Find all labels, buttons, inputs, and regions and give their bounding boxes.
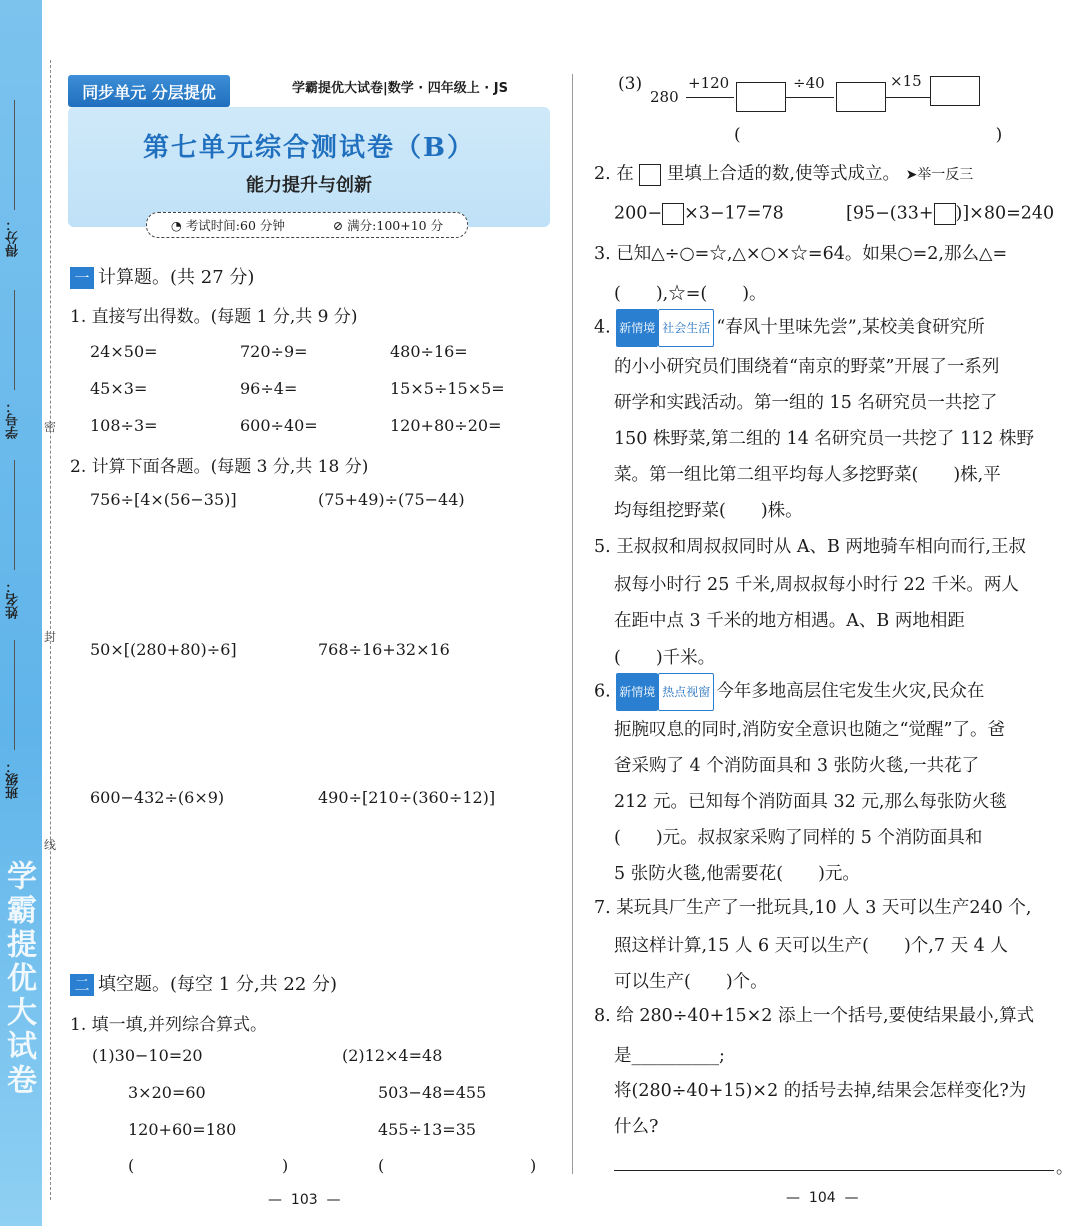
flow-arrow [686, 97, 734, 98]
q1-3-label: (3) [618, 74, 643, 94]
calc-problem: 490÷[210÷(360÷12)] [318, 788, 496, 807]
flow-box[interactable] [930, 76, 980, 106]
answer-paren-open[interactable]: ( [128, 1156, 135, 1175]
blank-box[interactable] [639, 164, 661, 186]
calc-problem: 768÷16+32×16 [318, 640, 450, 659]
flow-box[interactable] [836, 82, 886, 112]
q4-text: 研学和实践活动。第一组的 15 名研究员一共挖了 [614, 393, 998, 413]
name-label: 姓名： [6, 580, 21, 619]
q4-text: 的小小研究员们围绕着“南京的野菜”开展了一系列 [614, 357, 1000, 377]
q4-text: 150 株野菜,第二组的 14 名研究员一共挖了 112 株野 [614, 429, 1034, 449]
q2-eq2: [95−(33+ )]×80=240 [846, 203, 1055, 224]
q8-text: 什么? [614, 1117, 659, 1137]
calc-item: 96÷4= [240, 379, 298, 398]
calc-item: 45×3= [90, 379, 148, 398]
calc-item: 15×5÷15×5= [390, 379, 505, 398]
new-context-tag: 新情境 [616, 673, 658, 711]
q6-text: 扼腕叹息的同时,消防安全意识也随之“觉醒”了。爸 [614, 720, 1005, 740]
exam-time: ◔ 考试时间:60 分钟 [170, 218, 285, 233]
name-line [14, 460, 15, 570]
hot-topic-tag: 热点视窗 [658, 673, 714, 711]
calc-item: 600÷40= [240, 416, 318, 435]
q4-text: 菜。第一组比第二组平均每人多挖野菜( )株,平 [614, 465, 1001, 485]
q8-answer[interactable]: 是__________; [614, 1046, 725, 1066]
calc-problem: 600−432÷(6×9) [90, 788, 225, 807]
class-label: 班级： [6, 760, 21, 799]
q3-line: 3. 已知△÷○=☆,△×○×☆=64。如果○=2,那么△= [594, 244, 1008, 264]
calc-problem: 756÷[4×(56−35)] [90, 490, 237, 509]
blank-box[interactable] [662, 203, 684, 225]
q1-3-answer[interactable]: ( ) [734, 125, 1003, 145]
q2-line: 2. 在 里填上合适的数,使等式成立。 ➤举一反三 [594, 164, 974, 184]
social-life-tag: 社会生活 [658, 309, 714, 347]
page-subtitle: 能力提升与创新 [246, 175, 372, 196]
section-2-heading: 二 填空题。(每空 1 分,共 22 分) [70, 970, 337, 996]
q7-line: 7. 某玩具厂生产了一批玩具,10 人 3 天可以生产240 个, [594, 898, 1032, 918]
section-1-heading: 一 计算题。(共 27 分) [70, 263, 254, 289]
q3-answer[interactable]: ( ),☆=( )。 [614, 284, 767, 304]
q8-text: 将(280÷40+15)×2 的括号去掉,结果会怎样变化?为 [614, 1081, 1027, 1101]
check-icon: ⊘ [332, 218, 348, 233]
q2-tag: ➤举一反三 [905, 167, 974, 183]
page-number-right: — 104 — [786, 1190, 859, 1206]
flow-arrow [886, 97, 930, 98]
q7-text: 可以生产( )个。 [614, 972, 768, 992]
flow-arrow [786, 97, 834, 98]
class-line [14, 640, 15, 750]
calc-problem: 50×[(280+80)÷6] [90, 640, 237, 659]
q5-text: ( )千米。 [614, 648, 716, 668]
s2-q1-instruction: 1. 填一填,并列综合算式。 [70, 1015, 268, 1035]
calc-problem: (75+49)÷(75−44) [318, 490, 465, 509]
score-label: 得分： [6, 218, 21, 257]
q5-line: 5. 王叔叔和周叔叔同时从 A、B 两地骑车相向而行,王叔 [594, 537, 1026, 557]
q6-text: 爸采购了 4 个消防面具和 3 张防火毯,一共花了 [614, 756, 980, 776]
step-line: (1)30−10=20 [92, 1046, 203, 1065]
student-id-label: 学号： [6, 400, 21, 439]
q6-text: 5 张防火毯,他需要花( )元。 [614, 864, 860, 884]
flow-op: ÷40 [793, 74, 825, 92]
calc-item: 24×50= [90, 342, 158, 361]
q6-text: ( )元。叔叔家采购了同样的 5 个消防面具和 [614, 828, 983, 848]
answer-paren-close: ) [530, 1156, 537, 1175]
section-1-icon: 一 [70, 267, 94, 289]
exam-score: ⊘ 满分:100+10 分 [332, 218, 444, 233]
q5-text: 叔每小时行 25 千米,周叔叔每小时行 22 千米。两人 [614, 575, 1019, 595]
q6-text: 212 元。已知每个消防面具 32 元,那么每张防火毯 [614, 792, 1007, 812]
q2-instruction: 2. 计算下面各题。(每题 3 分,共 18 分) [70, 457, 369, 477]
q4-line: 4. 新情境 社会生活 “春风十里味先尝”,某校美食研究所 [594, 309, 1070, 347]
strip-title: 学霸提优大试卷 [1, 860, 36, 1098]
q8-answer-line[interactable] [614, 1170, 1054, 1171]
flow-op: +120 [688, 74, 730, 92]
student-id-line [14, 290, 15, 390]
score-line [14, 100, 15, 210]
q4-text: 均每组挖野菜( )株。 [614, 501, 803, 521]
calc-item: 120+80÷20= [390, 416, 502, 435]
step-line: 120+60=180 [128, 1120, 237, 1139]
calc-item: 108÷3= [90, 416, 158, 435]
new-context-tag: 新情境 [616, 309, 658, 347]
flow-start: 280 [650, 88, 679, 106]
step-line: 3×20=60 [128, 1083, 206, 1102]
page-number-left: — 103 — [268, 1192, 341, 1208]
step-line: 455÷13=35 [378, 1120, 477, 1139]
flow-box[interactable] [736, 82, 786, 112]
page-title: 第七单元综合测试卷（B） [143, 133, 475, 163]
q7-text: 照这样计算,15 人 6 天可以生产( )个,7 天 4 人 [614, 936, 1008, 956]
calc-item: 480÷16= [390, 342, 468, 361]
unit-badge: 同步单元 分层提优 [68, 75, 230, 107]
cut-char-line: 线 [44, 838, 57, 852]
section-2-icon: 二 [70, 974, 94, 996]
calc-item: 720÷9= [240, 342, 308, 361]
exam-info [146, 212, 468, 238]
clock-icon: ◔ [170, 218, 186, 233]
answer-paren-open[interactable]: ( [378, 1156, 385, 1175]
q8-period: 。 [1056, 1158, 1073, 1178]
step-line: 503−48=455 [378, 1083, 487, 1102]
q5-text: 在距中点 3 千米的地方相遇。A、B 两地相距 [614, 611, 965, 631]
series-title: 学霸提优大试卷|数学 · 四年级上 · JS [292, 81, 508, 96]
blank-box[interactable] [934, 203, 956, 225]
flow-op: ×15 [890, 72, 922, 90]
q1-instruction: 1. 直接写出得数。(每题 1 分,共 9 分) [70, 307, 358, 327]
q6-line: 6. 新情境 热点视窗 今年多地高层住宅发生火灾,民众在 [594, 673, 1070, 711]
cut-char-seal: 密 [44, 420, 57, 434]
step-line: (2)12×4=48 [342, 1046, 443, 1065]
q2-eq1: 200− ×3−17=78 [614, 203, 784, 224]
q8-line: 8. 给 280÷40+15×2 添上一个括号,要使结果最小,算式 [594, 1006, 1035, 1026]
page-divider [572, 74, 573, 1174]
title-banner [68, 107, 550, 227]
cut-char-sealed: 封 [44, 630, 57, 644]
answer-paren-close: ) [282, 1156, 289, 1175]
